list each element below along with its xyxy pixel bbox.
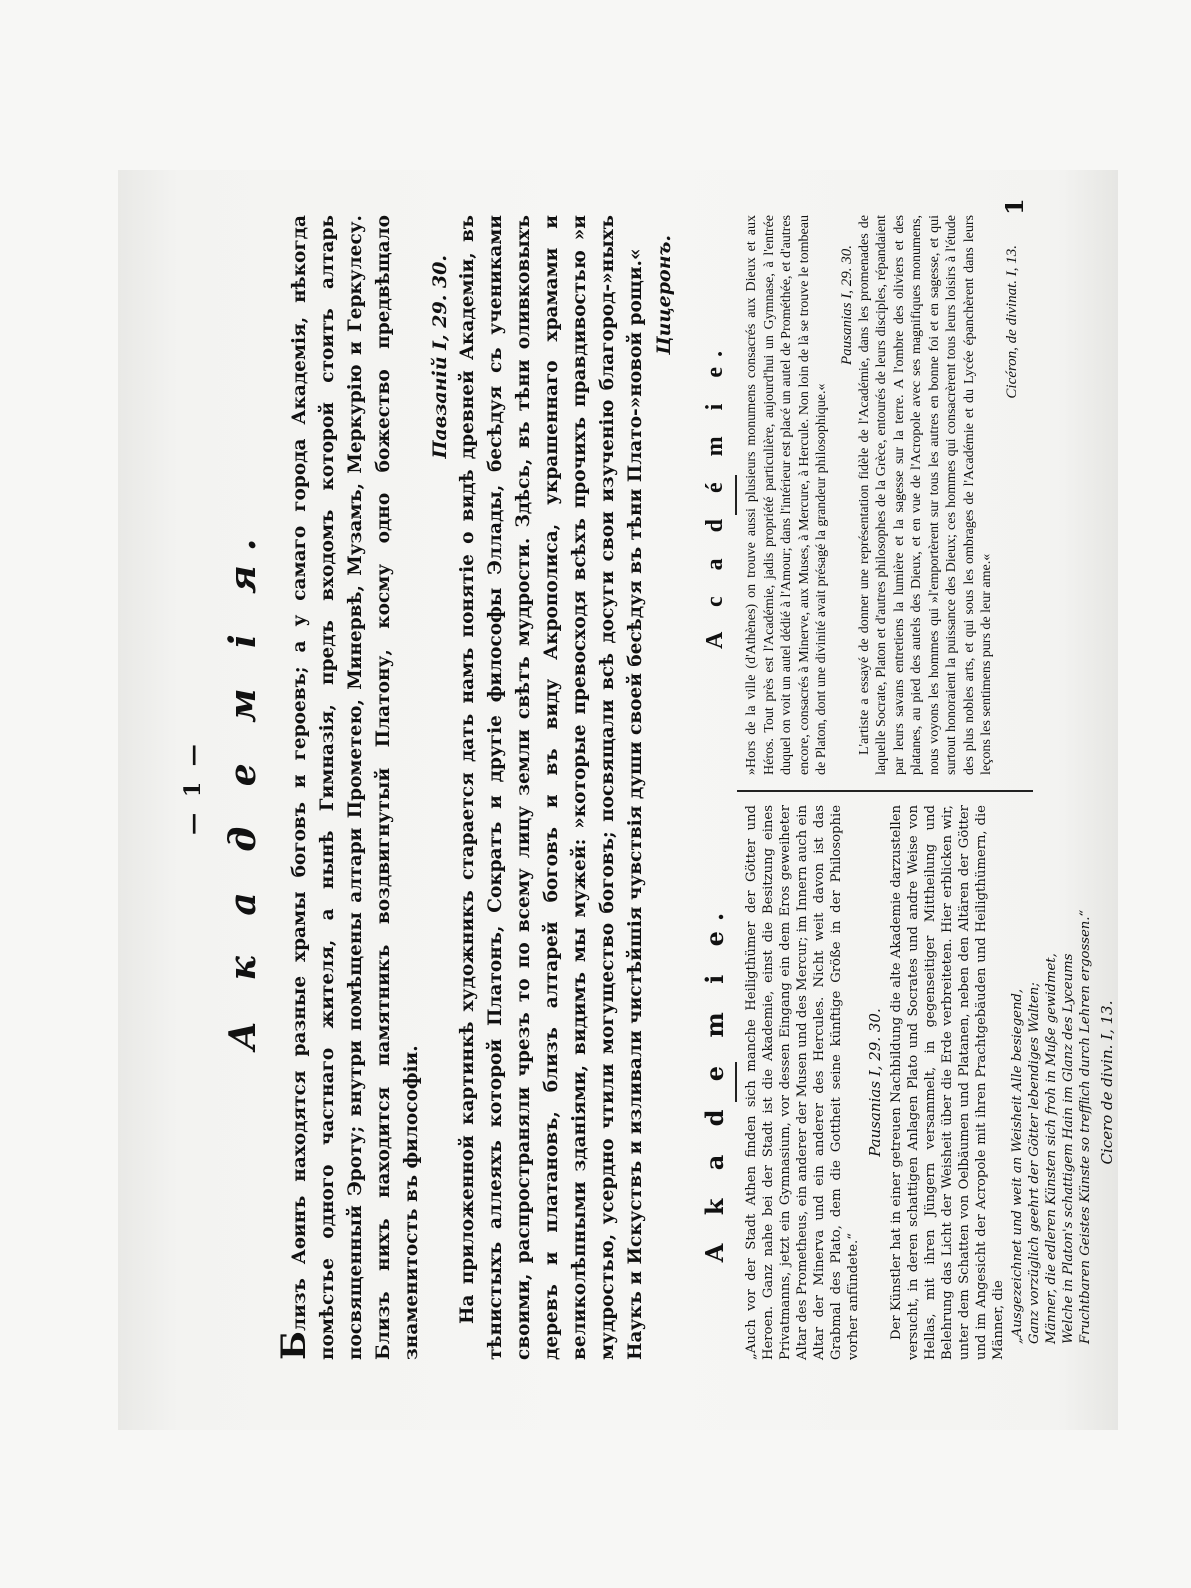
german-citation-cicero: Cicero de divin. I, 13. [1098, 1000, 1116, 1165]
german-citation-pausanias: Pausanias I, 29. 30. [866, 1008, 884, 1157]
russian-citation-cicero: Цицеронъ. [653, 235, 675, 355]
russian-text-block [274, 215, 678, 1360]
french-paragraph-1: »Hors de la ville (d'Athènes) on trouve aussi plusieurs monumens consacrés aux Dieux et aux Héros. Tout près est l'Académie, jadis propriété particulière, aujourd'hui un Gymnase, à l'entrée duquel on voit un autel dédié à l'Amour; dans l'intérieur est placé un autel de Prométhée, et d'autres encore, consacrés à Minerve, aux Muses, à Mercure, à Hercule. Non loin de là se trouve le tombeau de Platon, dont une divinité avait présagé la grandeur philosophique.« [744, 215, 829, 775]
verse-line: Fruchtbaren Geistes Künste so trefflich durch Lehren ergossen.“ [1078, 909, 1093, 1344]
russian-citation-pausanias: Павзаній I, 29. 30. [429, 255, 451, 459]
verse-line: Ganz vorzüglich geehrt der Götter lebendiges Walten; [1027, 982, 1042, 1344]
page-title: А к а д е м і я. [222, 524, 264, 1051]
rotated-document-page [170, 175, 1116, 1400]
german-verse [1009, 805, 1094, 1344]
russian-paragraph-1 [274, 215, 426, 1360]
german-paragraph-2: Der Künstler hat in einer getreuen Nachbildung die alte Akademie darzustellen versucht, in deren schattigen Anlagen Plato und Socrates und andre Weise von Hellas, mit ihren Jüngern versammelt, in gegenseitiger Mittheilung und Belehrung das Licht der Weisheit über die Erde verbreiteten. Hier erblicken wir, unter dem Schatten von Oelbäumen und Platanen, neben den Altären der Götter und im Angesicht der Acropole mit ihren Prachtgebäuden und Heiligthümern, die Männer, die [889, 805, 1006, 1360]
column-divider [737, 790, 1033, 792]
german-column [695, 805, 1116, 1360]
french-heading: A c a d é m i e. [702, 341, 728, 649]
french-citation-pausanias: Pausanias I, 29. 30. [838, 245, 855, 365]
german-paragraph-1: „Auch vor der Stadt Athen finden sich manche Heiligthümer der Götter und Heroen. Ganz nahe bei der Stadt ist die Akademie, einst die Besitzung eines Privatmanns, jetzt ein Gymnasium, vor dessen Eingang ein dem Eros geweiheter Altar des Prometheus, ein anderer der Musen und des Mercur; im Innern auch ein Altar der Minerva und ein anderer des Hercules. Nicht weit davon ist das Grabmal des Plato, dem die Gottheit seine künftige Größe in der Philosophie vorher anfündete.“ [744, 805, 861, 1360]
french-heading-rule [735, 475, 737, 515]
sheet-signature-mark: 1 [1000, 198, 1029, 215]
page-number: — 1 — [180, 740, 206, 835]
two-column-section [695, 215, 1116, 1360]
verse-line: Männer, die edleren Künsten sich froh in Muße gewidmet, [1044, 953, 1059, 1344]
russian-paragraph-2: На приложенной картинкѣ художникъ старается дать намъ понятіе о видѣ древней Академіи, въ тѣнистыхъ аллеяхъ которой Платонъ, Сократъ и другіе философы Эллады, бесѣдуя съ учениками своими, распространяли чрезъ то по всему лицу земли свѣтъ мудрости. Здѣсь, въ тѣни оливковыхъ деревъ и платановъ, близъ алтарей боговъ и въ виду Акрополиса, украшеннаго храмами и великолѣпными зданіями, видимъ мы мужей: »которые превосходя всѣхъ прочихъ правдивостью »и мудростью, усердно чтили могущество боговъ; посвящали всѣ досуги свои изученію благород-»ныхъ Наукъ и Искуствъ и изливали чистѣйшія чувствія души своей бесѣдуя въ тѣни Плато-»новой рощи.« [457, 215, 646, 1360]
drop-cap: Б [274, 1330, 314, 1360]
verse-line: Welche in Platon's schattigem Hain im Glanz des Lyceums [1061, 953, 1076, 1344]
german-heading: A k a d e m i e. [700, 902, 729, 1263]
french-citation-cicero: Cicéron, de divinat. I, 13. [1003, 245, 1020, 399]
french-paragraph-2: L'artiste a essayé de donner une représentation fidèle de l'Académie, dans les promenades de laquelle Socrate, Platon et d'autres philosophes de la Grèce, entourés de leurs disciples, répandaient par leurs savans entretiens la lumière et la sagesse sur la terre. A l'ombre des oliviers et des platanes, au pied des autels des Dieux, et en vue de l'Acropole avec ses magnifiques monumens, nous voyons les hommes qui »l'emportèrent sur tous les autres en bonne foi et en sagesse, et qui surtout honoraient la puissance des Dieux; ces hommes qui consacrèrent tous leurs loisirs à l'étude des plus nobles arts, et qui sous les ombrages de l'Académie et du Lycée épanchèrent dans leurs leçons les sentimens purs de leur ame.« [856, 215, 994, 775]
french-column [695, 215, 1035, 775]
verse-line: „Ausgezeichnet und weit an Weisheit Alle besiegend, [1010, 988, 1025, 1344]
russian-paragraph-1-text: лизъ Аѳинъ находятся разные храмы боговъ и героевъ; а у самаго города Академія, нѣкогда помѣстье одного частнаго жителя, а нынѣ Гимназія, предъ входомъ которой стоитъ алтарь посвященный Эроту; внутри помѣщены алтари Прометею, Минервѣ, Музамъ, Меркурію и Геркулесу. Близъ нихъ находится памятникъ воздвигнутый Платону, косму одно божество предвѣщало знаменитость въ философіи. [289, 215, 422, 1360]
german-heading-rule [735, 1063, 737, 1103]
